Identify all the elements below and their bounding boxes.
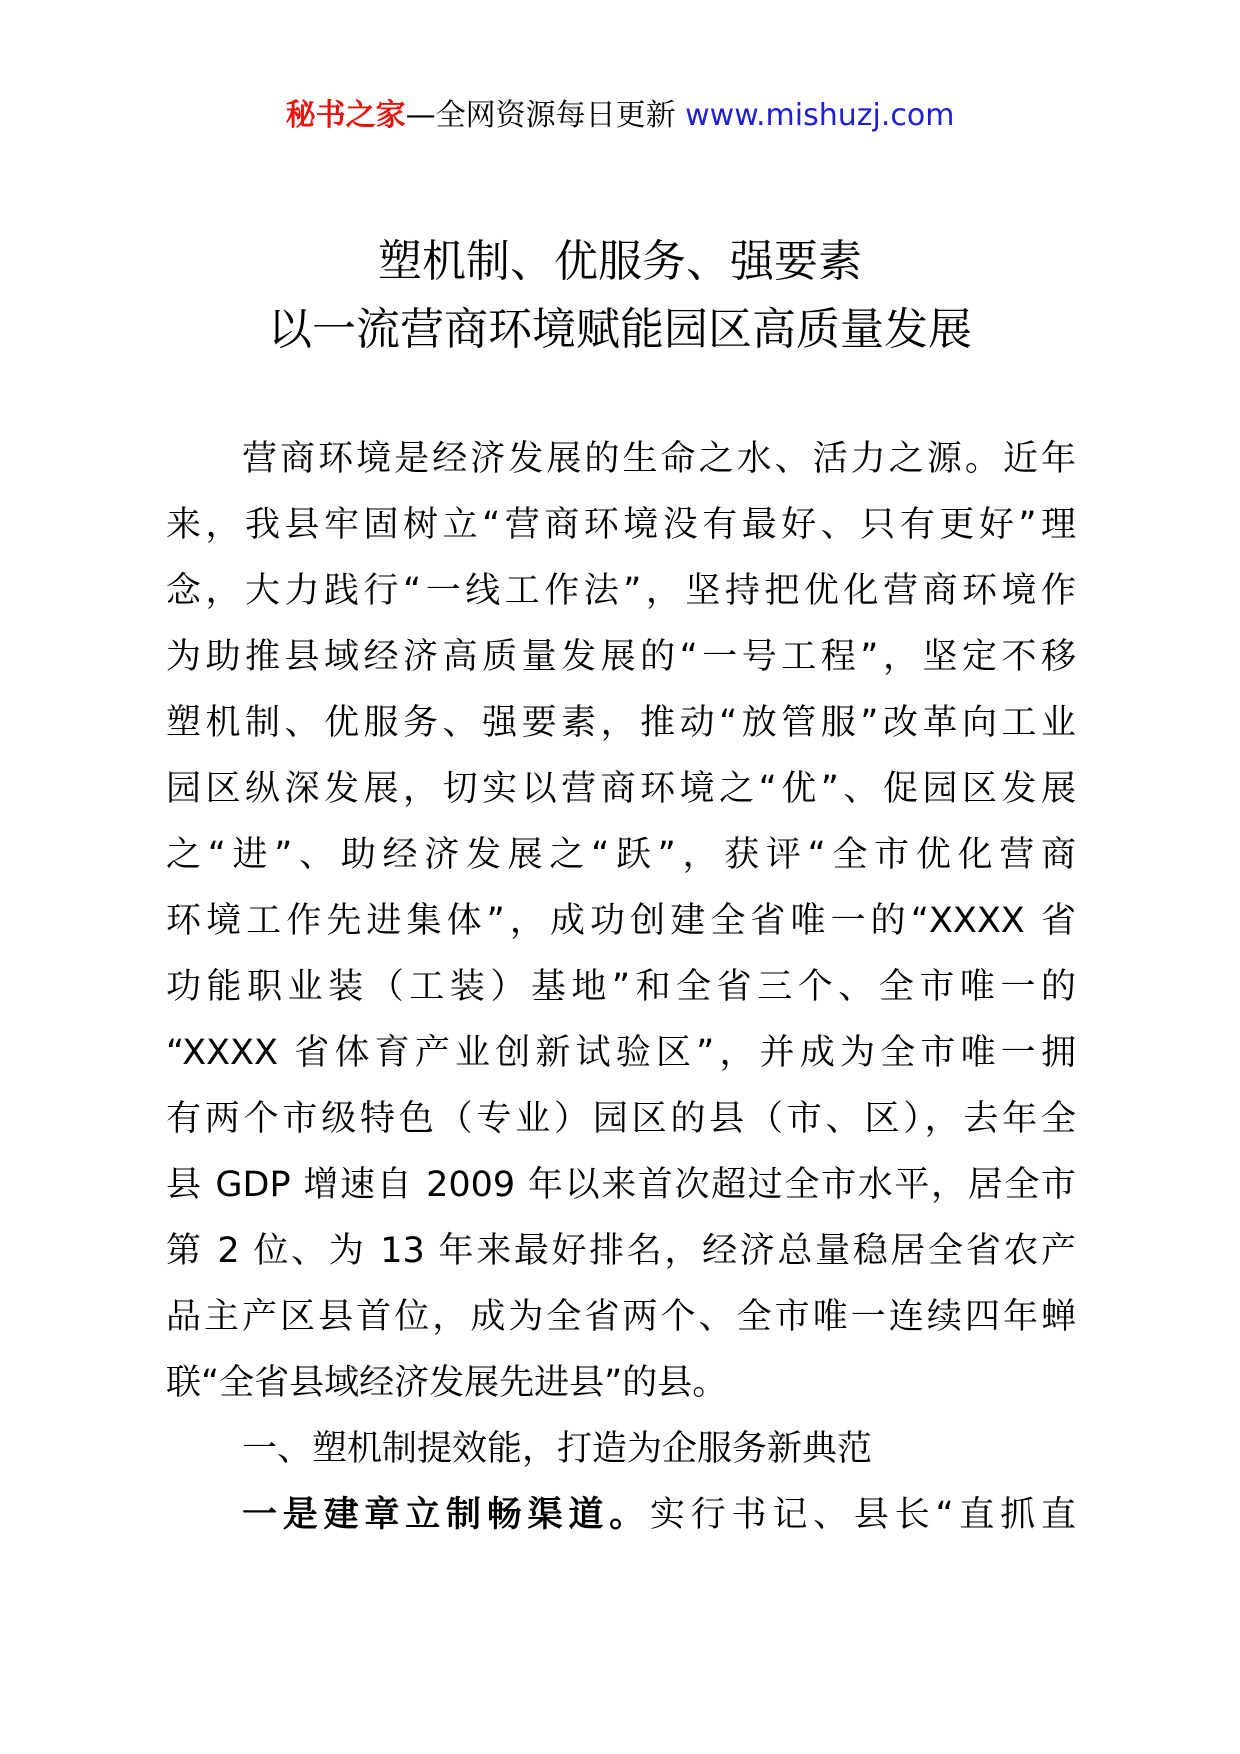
paragraph-line: 来，我县牢固树立“营商环境没有最好、只有更好”理 (166, 505, 1076, 545)
paragraph-line: 环境工作先进集体”，成功创建全省唯一的“XXXX 省 (166, 901, 1076, 941)
paragraph-line: 联“全省县域经济发展先进县”的县。 (166, 1363, 728, 1403)
brand-name: 秘书之家 (285, 98, 406, 133)
paragraph-line: 之“进”、助经济发展之“跃”，获评“全市优化营商 (166, 835, 1076, 875)
paragraph-line: 第 2 位、为 13 年来最好排名，经济总量稳居全省农产 (166, 1231, 1076, 1271)
paragraph-line: 营商环境是经济发展的生命之水、活力之源。近年 (242, 439, 1076, 479)
paragraph-line: 功能职业装（工装）基地”和全省三个、全市唯一的 (166, 967, 1076, 1007)
title-line-1: 塑机制、优服务、强要素 (378, 236, 862, 287)
title-line-2: 以一流营商环境赋能园区高质量发展 (268, 304, 972, 355)
section-heading: 一、塑机制提效能，打造为企服务新典范 (242, 1429, 873, 1469)
paragraph-line: 县 GDP 增速自 2009 年以来首次超过全市水平，居全市 (166, 1165, 1076, 1205)
paragraph-line: 为助推县域经济高质量发展的“一号工程”，坚定不移 (166, 637, 1076, 677)
document-body (166, 426, 1076, 1548)
paragraph-line: “XXXX 省体育产业创新试验区”，并成为全市唯一拥 (166, 1033, 1076, 1073)
bold-lead-text: 一是建章立制畅渠道。 (242, 1495, 650, 1535)
site-url-link[interactable]: www.mishuzj.com (685, 98, 955, 133)
paragraph-line: 念，大力践行“一线工作法”，坚持把优化营商环境作 (166, 571, 1076, 611)
paragraph-line: 园区纵深发展，切实以营商环境之“优”、促园区发展 (166, 769, 1076, 809)
paragraph-line-lead (166, 1482, 1076, 1548)
site-header (0, 96, 1240, 136)
document-title (0, 228, 1240, 364)
header-tagline: —全网资源每日更新 (405, 98, 686, 133)
lead-continuation-text: 实行书记、县长“直抓直 (649, 1495, 1076, 1535)
paragraph-line: 有两个市级特色（专业）园区的县（市、区），去年全 (166, 1099, 1076, 1139)
paragraph-line: 塑机制、优服务、强要素，推动“放管服”改革向工业 (166, 703, 1076, 743)
paragraph-line: 品主产区县首位，成为全省两个、全市唯一连续四年蝉 (166, 1297, 1076, 1337)
